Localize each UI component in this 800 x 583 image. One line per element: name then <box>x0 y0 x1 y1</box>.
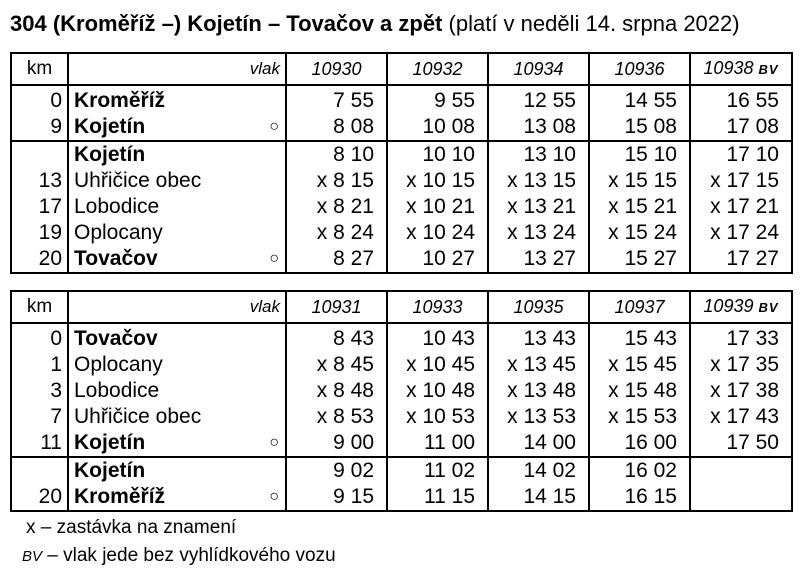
time-cell: 7 55 <box>286 85 387 114</box>
station-name: Lobodice <box>74 379 160 402</box>
km-value: 20 <box>11 484 68 511</box>
table-row <box>11 378 792 404</box>
table-row <box>11 430 792 457</box>
train-bv-marker: BV <box>758 300 779 315</box>
time-cell: x 15 45 <box>589 352 690 378</box>
time-cell: x 10 15 <box>387 168 488 194</box>
time-cell: 13 27 <box>488 246 589 273</box>
table-row <box>11 246 792 273</box>
train-number-header <box>286 53 387 85</box>
time-cell <box>690 484 792 511</box>
train-number-header <box>488 291 589 323</box>
time-cell: 15 27 <box>589 246 690 273</box>
table-row <box>11 114 792 141</box>
table-row <box>11 168 792 194</box>
station-name-cell <box>68 168 286 194</box>
station-name: Kroměříž <box>74 485 166 508</box>
time-cell: x 15 15 <box>589 168 690 194</box>
time-cell: 17 08 <box>690 114 792 141</box>
time-cell: 9 02 <box>286 457 387 484</box>
km-value: 3 <box>11 378 68 404</box>
train-number-header <box>387 53 488 85</box>
table-row <box>11 352 792 378</box>
station-name-cell <box>68 85 286 114</box>
station-name-cell <box>68 323 286 352</box>
time-cell: 15 10 <box>589 141 690 168</box>
time-cell: 11 15 <box>387 484 488 511</box>
km-value: 11 <box>11 430 68 457</box>
station-name-cell <box>68 194 286 220</box>
station-name: Lobodice <box>74 195 160 218</box>
time-cell: x 13 45 <box>488 352 589 378</box>
table-row <box>11 457 792 484</box>
time-cell: 9 00 <box>286 430 387 457</box>
time-cell: 10 27 <box>387 246 488 273</box>
legend-symbol: BV <box>22 548 43 565</box>
timetable-return <box>10 290 793 512</box>
time-cell: x 17 38 <box>690 378 792 404</box>
time-cell: x 13 24 <box>488 220 589 246</box>
station-name: Tovačov <box>74 247 158 270</box>
station-name: Oplocany <box>74 221 163 244</box>
page-title <box>10 4 740 44</box>
time-cell: 16 02 <box>589 457 690 484</box>
header-row <box>11 53 792 85</box>
time-cell: 10 43 <box>387 323 488 352</box>
time-cell: 17 27 <box>690 246 792 273</box>
time-cell: x 15 24 <box>589 220 690 246</box>
km-value: 0 <box>11 323 68 352</box>
km-value: 0 <box>11 85 68 114</box>
station-name: Kojetín <box>74 115 146 138</box>
header-row <box>11 291 792 323</box>
train-number: 10935 <box>513 297 564 317</box>
train-number: 10933 <box>412 297 463 317</box>
km-value <box>11 141 68 168</box>
km-header: km <box>11 291 68 323</box>
time-cell: x 13 21 <box>488 194 589 220</box>
station-name-cell <box>68 404 286 430</box>
train-bv-marker: BV <box>758 62 779 77</box>
train-number: 10934 <box>513 59 564 79</box>
station-name-cell <box>68 114 286 141</box>
station-name: Uhřičice obec <box>74 405 202 428</box>
time-cell: x 8 45 <box>286 352 387 378</box>
time-cell: x 13 53 <box>488 404 589 430</box>
km-header: km <box>11 53 68 85</box>
km-value: 13 <box>11 168 68 194</box>
station-name-cell <box>68 430 286 457</box>
train-number: 10931 <box>311 297 362 317</box>
time-cell: x 8 48 <box>286 378 387 404</box>
station-name: Kojetín <box>74 431 146 454</box>
time-cell: x 8 24 <box>286 220 387 246</box>
legend-item-x <box>26 515 236 541</box>
train-number-header <box>589 53 690 85</box>
legend-item-bv <box>22 543 336 570</box>
time-cell: 11 00 <box>387 430 488 457</box>
legend-symbol: x <box>26 517 36 538</box>
station-name-cell <box>68 220 286 246</box>
time-cell: x 10 53 <box>387 404 488 430</box>
time-cell: x 10 24 <box>387 220 488 246</box>
table-row <box>11 85 792 114</box>
time-cell: x 10 21 <box>387 194 488 220</box>
station-name: Kroměříž <box>74 89 166 112</box>
time-cell: 8 27 <box>286 246 387 273</box>
time-cell: x 17 24 <box>690 220 792 246</box>
circle-marker: ○ <box>269 118 279 135</box>
time-cell: 17 33 <box>690 323 792 352</box>
time-cell: 10 08 <box>387 114 488 141</box>
km-value: 9 <box>11 114 68 141</box>
time-cell: x 17 43 <box>690 404 792 430</box>
station-name-cell <box>68 484 286 511</box>
km-value: 7 <box>11 404 68 430</box>
km-value: 17 <box>11 194 68 220</box>
time-cell: 9 55 <box>387 85 488 114</box>
station-name: Uhřičice obec <box>74 169 202 192</box>
time-cell: 8 08 <box>286 114 387 141</box>
time-cell: x 10 48 <box>387 378 488 404</box>
table-row <box>11 484 792 511</box>
circle-marker: ○ <box>269 434 279 451</box>
station-name-cell <box>68 352 286 378</box>
train-number-header <box>387 291 488 323</box>
station-name: Tovačov <box>74 327 158 350</box>
train-number-header <box>286 291 387 323</box>
time-cell: 16 55 <box>690 85 792 114</box>
time-cell: 15 08 <box>589 114 690 141</box>
station-name-cell <box>68 141 286 168</box>
km-value <box>11 457 68 484</box>
time-cell: 14 55 <box>589 85 690 114</box>
table-row <box>11 220 792 246</box>
table-row <box>11 404 792 430</box>
time-cell: x 8 15 <box>286 168 387 194</box>
vlak-header: vlak <box>68 291 286 323</box>
time-cell: x 13 48 <box>488 378 589 404</box>
train-number: 10938 <box>703 58 754 78</box>
time-cell: x 17 15 <box>690 168 792 194</box>
train-number-header <box>589 291 690 323</box>
train-number: 10936 <box>614 59 665 79</box>
time-cell: x 15 53 <box>589 404 690 430</box>
time-cell: 16 00 <box>589 430 690 457</box>
time-cell: 12 55 <box>488 85 589 114</box>
title-route: 304 (Kroměříž –) Kojetín – Tovačov a zpět <box>10 11 443 36</box>
time-cell: 14 00 <box>488 430 589 457</box>
time-cell: x 10 45 <box>387 352 488 378</box>
time-cell: x 8 53 <box>286 404 387 430</box>
time-cell: 16 15 <box>589 484 690 511</box>
station-name: Kojetín <box>74 459 146 482</box>
train-number: 10932 <box>412 59 463 79</box>
time-cell: 13 43 <box>488 323 589 352</box>
time-cell: x 15 48 <box>589 378 690 404</box>
km-value: 20 <box>11 246 68 273</box>
time-cell: 14 02 <box>488 457 589 484</box>
table-row <box>11 323 792 352</box>
time-cell: 11 02 <box>387 457 488 484</box>
time-cell: x 15 21 <box>589 194 690 220</box>
station-name-cell <box>68 457 286 484</box>
legend-text: – zastávka na znamení <box>40 517 237 538</box>
km-value: 1 <box>11 352 68 378</box>
train-number: 10930 <box>311 59 362 79</box>
time-cell: x 8 21 <box>286 194 387 220</box>
train-number: 10939 <box>703 296 754 316</box>
time-cell: 13 10 <box>488 141 589 168</box>
time-cell: 9 15 <box>286 484 387 511</box>
table-row <box>11 141 792 168</box>
km-value: 19 <box>11 220 68 246</box>
time-cell: x 17 35 <box>690 352 792 378</box>
timetable-outbound <box>10 52 793 274</box>
train-number-header <box>488 53 589 85</box>
station-name: Kojetín <box>74 143 146 166</box>
circle-marker: ○ <box>269 250 279 267</box>
time-cell: x 13 15 <box>488 168 589 194</box>
time-cell: 13 08 <box>488 114 589 141</box>
time-cell: 14 15 <box>488 484 589 511</box>
station-name-cell <box>68 246 286 273</box>
time-cell: 15 43 <box>589 323 690 352</box>
circle-marker: ○ <box>269 488 279 505</box>
train-number-header <box>690 53 792 85</box>
station-name-cell <box>68 378 286 404</box>
time-cell: 17 50 <box>690 430 792 457</box>
time-cell: x 17 21 <box>690 194 792 220</box>
legend-text: – vlak jede bez vyhlídkového vozu <box>47 545 336 566</box>
train-number: 10937 <box>614 297 665 317</box>
time-cell: 10 10 <box>387 141 488 168</box>
table-row <box>11 194 792 220</box>
time-cell: 8 10 <box>286 141 387 168</box>
time-cell <box>690 457 792 484</box>
vlak-header: vlak <box>68 53 286 85</box>
title-validity: (platí v neděli 14. srpna 2022) <box>448 11 740 36</box>
train-number-header <box>690 291 792 323</box>
time-cell: 17 10 <box>690 141 792 168</box>
station-name: Oplocany <box>74 353 163 376</box>
time-cell: 8 43 <box>286 323 387 352</box>
